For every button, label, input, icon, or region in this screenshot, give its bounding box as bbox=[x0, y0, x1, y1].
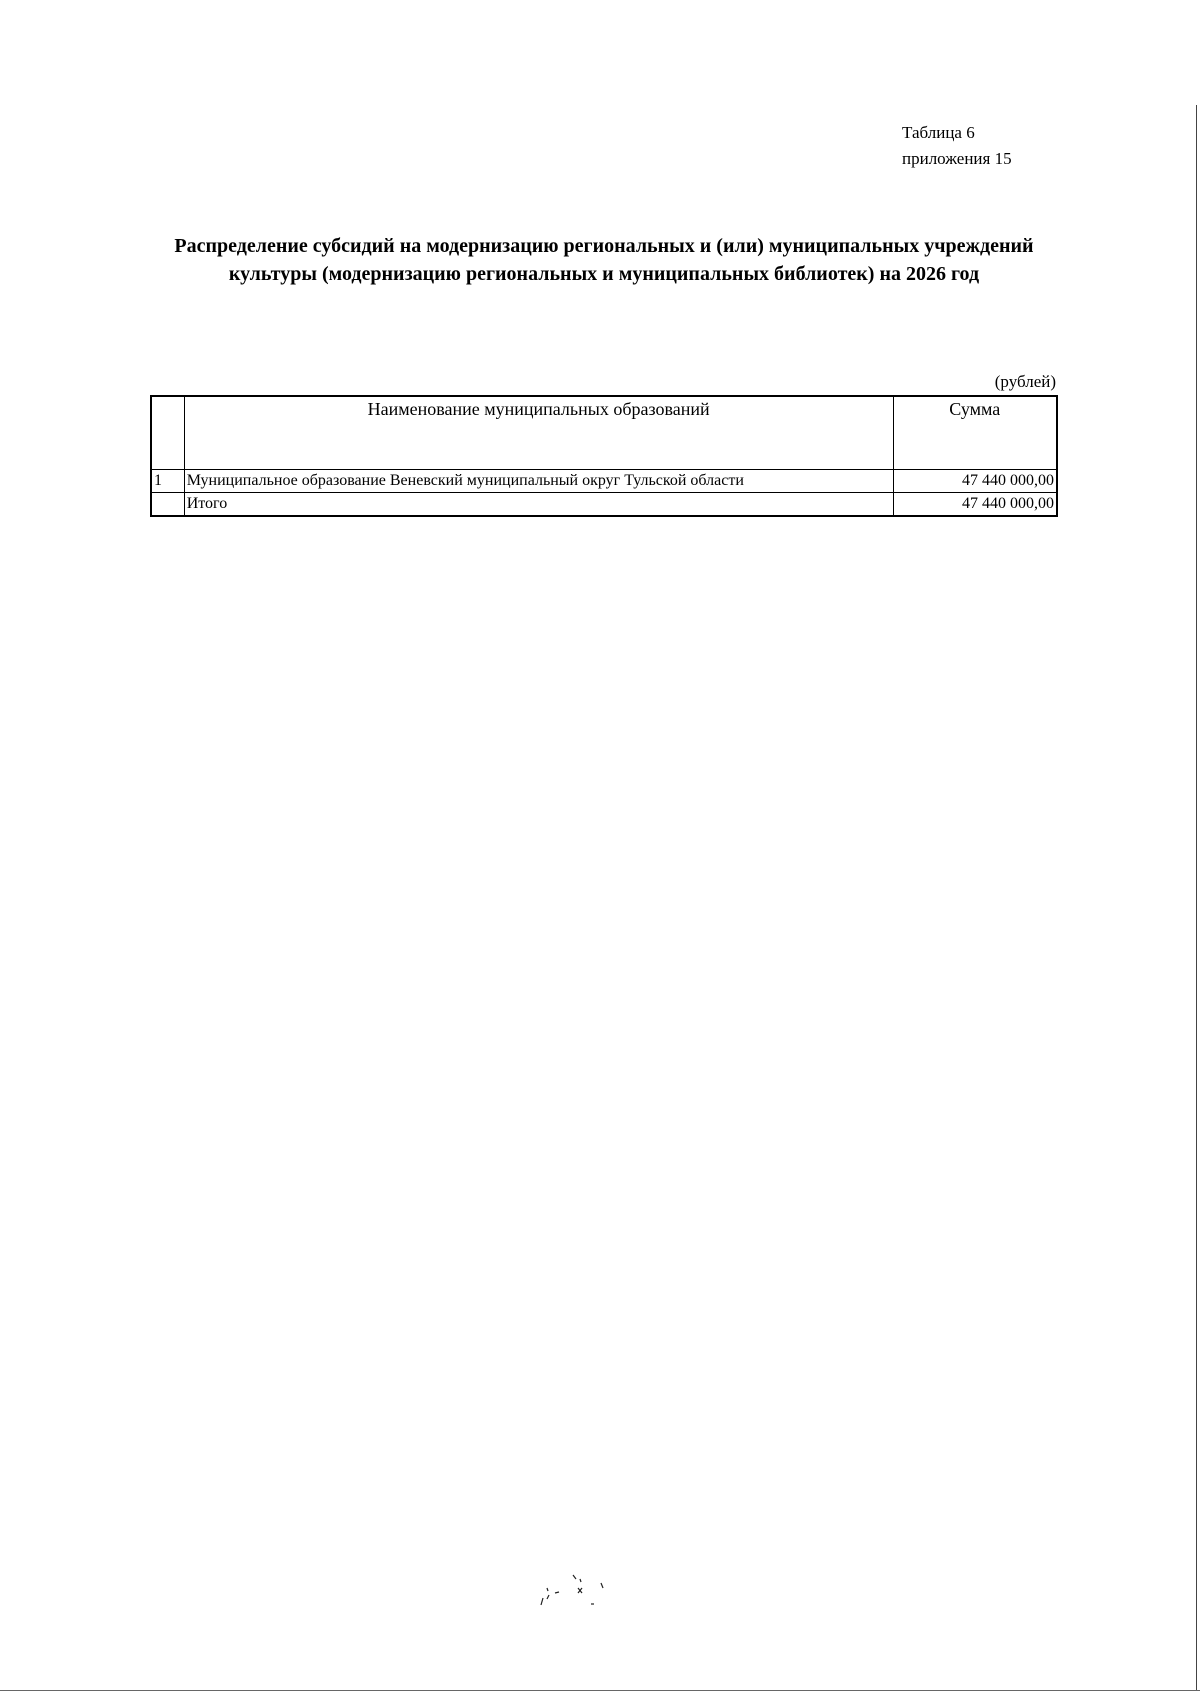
table-row bbox=[151, 470, 1057, 493]
total-sum: 47 440 000,00 bbox=[893, 493, 1057, 517]
total-number bbox=[151, 493, 184, 517]
row-name: Муниципальное образование Веневский муниципальный округ Тульской области bbox=[184, 470, 893, 493]
page-edge-right bbox=[1196, 105, 1197, 1690]
table-reference: Таблица 6 bbox=[902, 123, 975, 142]
document-title: Распределение субсидий на модернизацию региональных и (или) муниципальных учреждений культуры (модернизацию региональных и муниципальных библиотек) на 2026 год bbox=[174, 235, 1034, 285]
page-edge-bottom bbox=[0, 1690, 1200, 1691]
row-sum: 47 440 000,00 bbox=[893, 470, 1057, 493]
row-number: 1 bbox=[151, 470, 184, 493]
stamp-specks bbox=[535, 1573, 625, 1618]
column-header-number bbox=[151, 396, 184, 470]
table-header-row bbox=[151, 396, 1057, 470]
appendix-reference: приложения 15 bbox=[902, 149, 1012, 168]
subsidy-table bbox=[150, 395, 1058, 517]
column-header-sum: Сумма bbox=[893, 396, 1057, 470]
units-label: (рублей) bbox=[994, 372, 1056, 391]
document-reference bbox=[902, 120, 1012, 172]
total-row bbox=[151, 493, 1057, 517]
total-label: Итого bbox=[184, 493, 893, 517]
column-header-name: Наименование муниципальных образований bbox=[184, 396, 893, 470]
